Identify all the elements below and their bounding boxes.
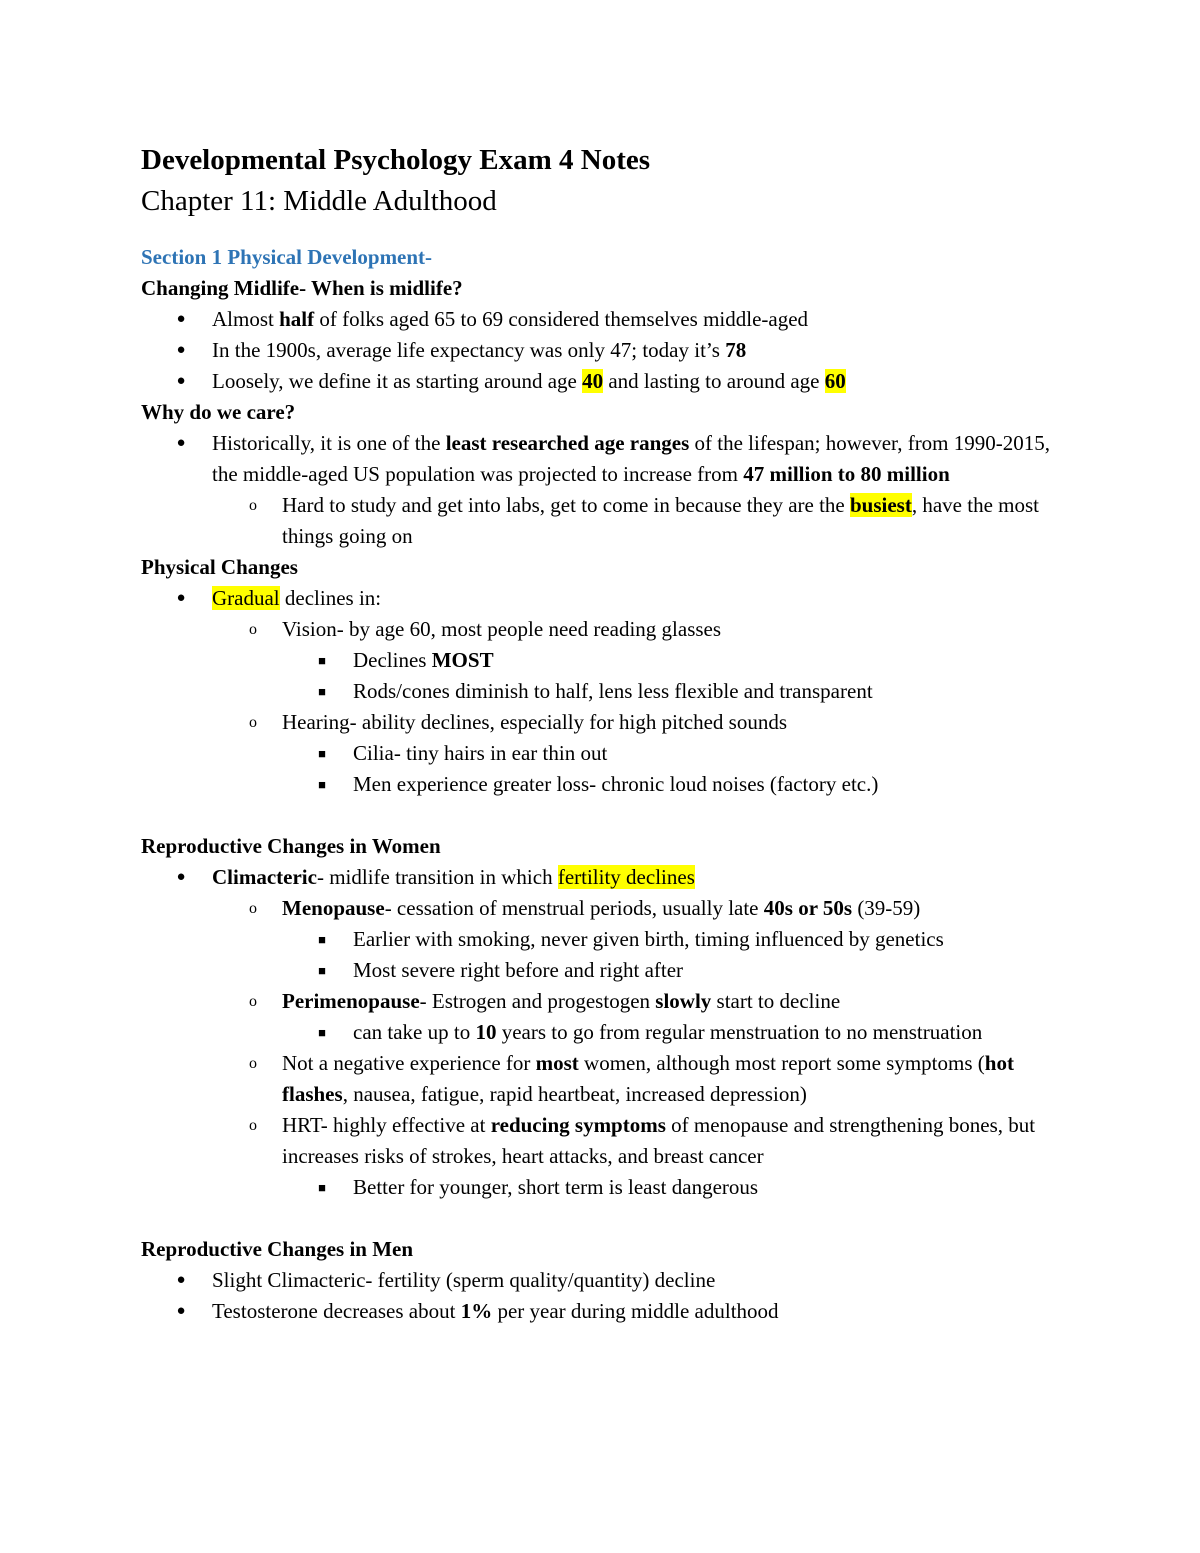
blank-line <box>141 800 1071 831</box>
square-bullet-icon: ■ <box>318 777 326 792</box>
bullet-icon: ● <box>176 435 186 451</box>
chapter-title: Chapter 11: Middle Adulthood <box>141 185 497 217</box>
list-item: o Vision- by age 60, most people need reading glasses <box>141 614 1071 645</box>
bullet-icon: ● <box>176 1303 186 1319</box>
list-item: ■ can take up to 10 years to go from regular menstruation to no menstruation <box>141 1017 1071 1048</box>
list-item: ■ Rods/cones diminish to half, lens less flexible and transparent <box>141 676 1071 707</box>
list-item: ● Almost half of folks aged 65 to 69 considered themselves middle-aged <box>141 304 1071 335</box>
list-item: ● Testosterone decreases about 1% per year during middle adulthood <box>141 1296 1071 1327</box>
square-bullet-icon: ■ <box>318 1025 326 1040</box>
document-content <box>141 140 1071 1327</box>
circle-bullet-icon: o <box>249 1117 257 1134</box>
circle-bullet-icon: o <box>249 1055 257 1072</box>
bullet-icon: ● <box>176 590 186 606</box>
list-item: ■ Men experience greater loss- chronic loud noises (factory etc.) <box>141 769 1071 800</box>
why-care-heading: Why do we care? <box>141 400 296 424</box>
list-item: ■ Cilia- tiny hairs in ear thin out <box>141 738 1071 769</box>
square-bullet-icon: ■ <box>318 1180 326 1195</box>
blank-line <box>141 1203 1071 1234</box>
bullet-icon: ● <box>176 1272 186 1288</box>
section-heading: Section 1 Physical Development- <box>141 245 433 269</box>
bullet-icon: ● <box>176 869 186 885</box>
list-item: ● Loosely, we define it as starting around age 40 and lasting to around age 60 <box>141 366 1071 397</box>
list-item: ■ Earlier with smoking, never given birth, timing influenced by genetics <box>141 924 1071 955</box>
men-changes-heading: Reproductive Changes in Men <box>141 1237 414 1261</box>
bullet-icon: ● <box>176 311 186 327</box>
list-item: ■ Better for younger, short term is least dangerous <box>141 1172 1071 1203</box>
square-bullet-icon: ■ <box>318 684 326 699</box>
list-item: ● In the 1900s, average life expectancy was only 47; today it’s 78 <box>141 335 1071 366</box>
changing-midlife-heading: Changing Midlife- When is midlife? <box>141 276 463 300</box>
list-item: o Menopause- cessation of menstrual periods, usually late 40s or 50s (39-59) <box>141 893 1071 924</box>
list-item: ● Climacteric- midlife transition in which fertility declines <box>141 862 1071 893</box>
circle-bullet-icon: o <box>249 497 257 514</box>
physical-changes-heading: Physical Changes <box>141 555 298 579</box>
document-title: Developmental Psychology Exam 4 Notes <box>141 144 651 176</box>
square-bullet-icon: ■ <box>318 746 326 761</box>
list-item: o Hard to study and get into labs, get to come in because they are the busiest, have the most things going on <box>141 490 1071 552</box>
list-item: ■ Most severe right before and right after <box>141 955 1071 986</box>
square-bullet-icon: ■ <box>318 963 326 978</box>
square-bullet-icon: ■ <box>318 932 326 947</box>
circle-bullet-icon: o <box>249 993 257 1010</box>
circle-bullet-icon: o <box>249 714 257 731</box>
list-item: ● Slight Climacteric- fertility (sperm quality/quantity) decline <box>141 1265 1071 1296</box>
list-item: o Not a negative experience for most women, although most report some symptoms (hot flashes, nausea, fatigue, rapid heartbeat, increased depression) <box>141 1048 1071 1110</box>
circle-bullet-icon: o <box>249 621 257 638</box>
bullet-icon: ● <box>176 373 186 389</box>
list-item: o Perimenopause- Estrogen and progestogen slowly start to decline <box>141 986 1071 1017</box>
list-item: o Hearing- ability declines, especially for high pitched sounds <box>141 707 1071 738</box>
square-bullet-icon: ■ <box>318 653 326 668</box>
circle-bullet-icon: o <box>249 900 257 917</box>
women-changes-heading: Reproductive Changes in Women <box>141 834 441 858</box>
list-item: ● Gradual declines in: <box>141 583 1071 614</box>
list-item: o HRT- highly effective at reducing symptoms of menopause and strengthening bones, but increases risks of strokes, heart attacks, and breast cancer <box>141 1110 1071 1172</box>
list-item: ● Historically, it is one of the least researched age ranges of the lifespan; however, from 1990-2015, the middle-aged US population was projected to increase from 47 million to 80 million <box>141 428 1071 490</box>
list-item: ■ Declines MOST <box>141 645 1071 676</box>
bullet-icon: ● <box>176 342 186 358</box>
